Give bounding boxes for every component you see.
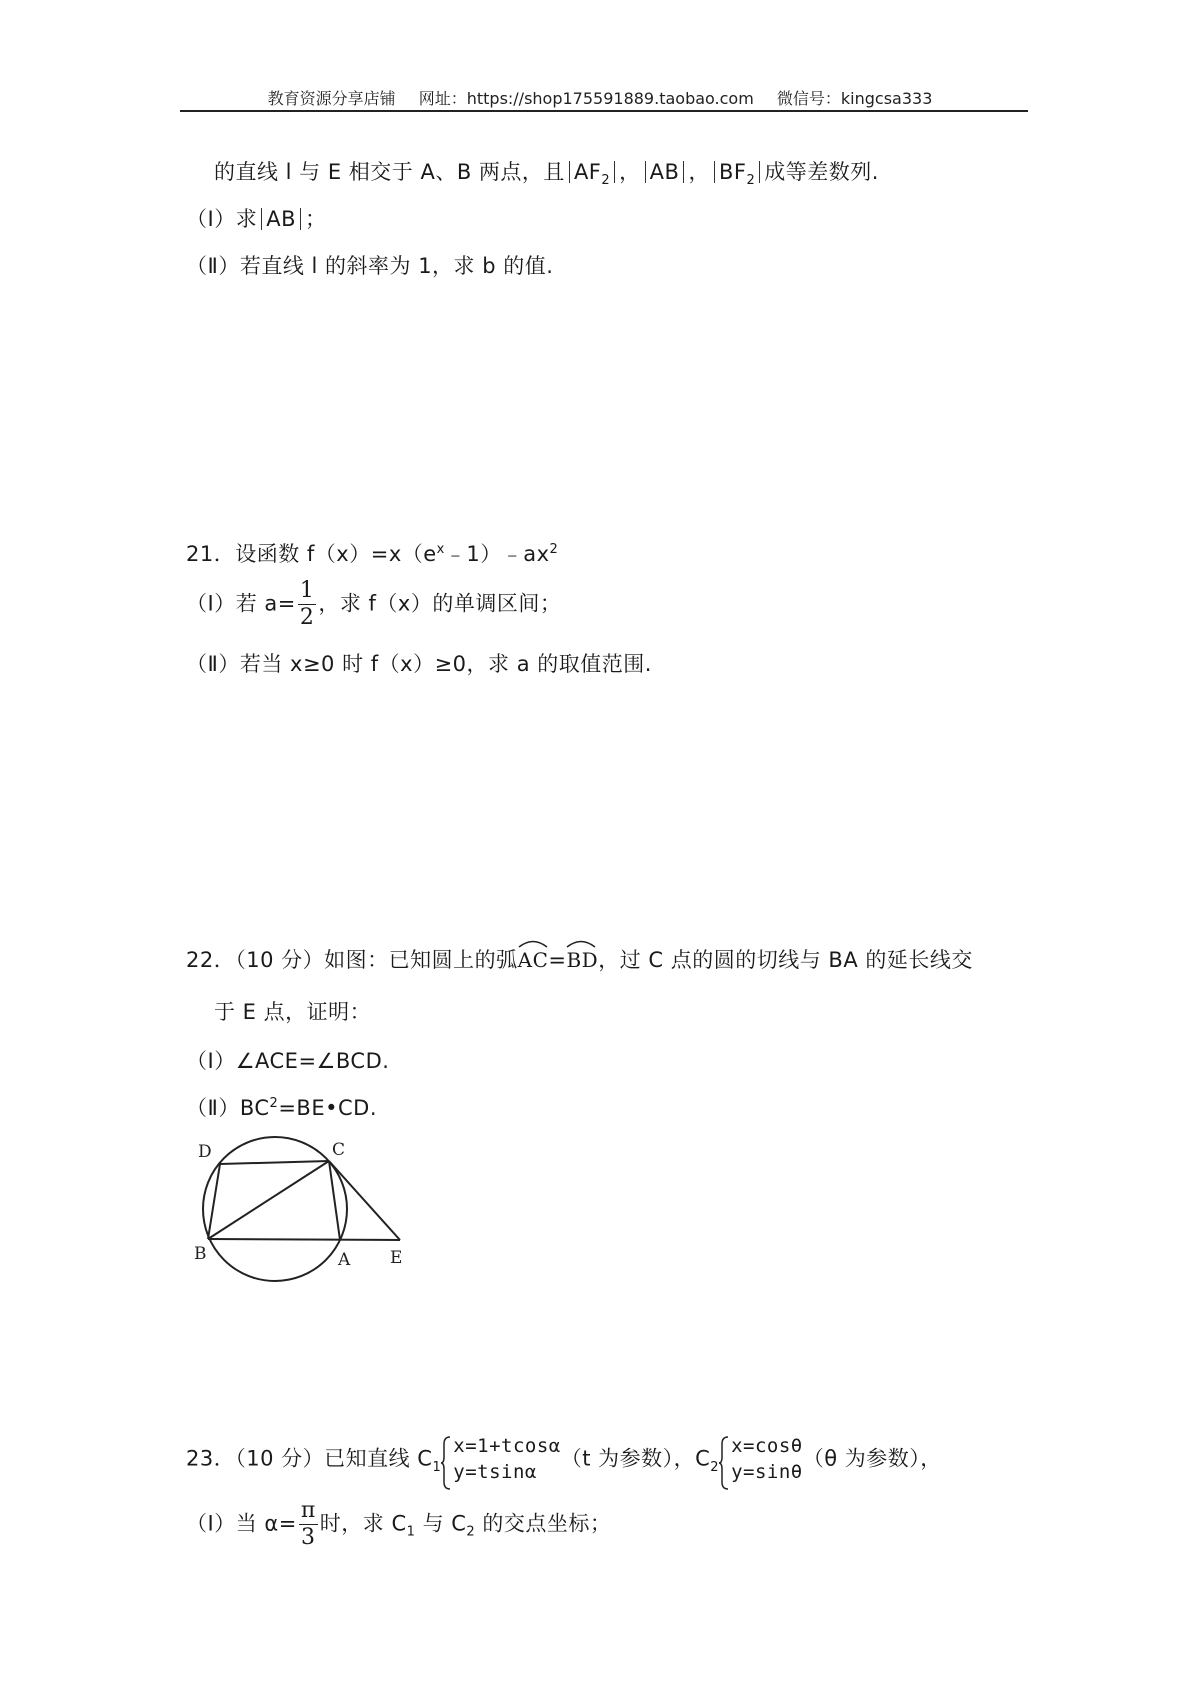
c1-system <box>441 1434 560 1485</box>
q23-p1-d: 的交点坐标； <box>475 1511 612 1536</box>
q23-p1-a: （Ⅰ）当 α= <box>186 1511 297 1536</box>
q21-sup-x: x <box>436 542 445 557</box>
q20-p1-ab: AB <box>266 207 296 231</box>
q23-p1-sub1: 1 <box>406 1524 416 1540</box>
segment-db <box>208 1164 220 1239</box>
q20-p1-label: （Ⅰ）求 <box>186 207 258 231</box>
q20-sep2: ， <box>688 160 710 184</box>
q22-stem-b: ，过 C 点的圆的切线与 BA 的延长线交 <box>598 948 973 972</box>
q23-c1-param: （t 为参数），C <box>560 1446 711 1471</box>
tangent-ce <box>329 1161 400 1240</box>
q22-p2-a: （Ⅱ）BC <box>186 1096 270 1120</box>
q22-stem <box>186 944 973 974</box>
q20-sep1: ， <box>619 160 641 184</box>
label-a: A <box>338 1250 351 1270</box>
segment-be <box>208 1239 400 1240</box>
q23-sub1: 1 <box>432 1459 442 1475</box>
q22-arc1-text: AC <box>517 948 549 972</box>
q23-frac-num: π <box>300 1498 316 1523</box>
c2-system <box>719 1434 803 1485</box>
q20-text-b: 成等差数列. <box>764 160 879 184</box>
q21-part1 <box>186 580 561 629</box>
q23-sub2: 2 <box>710 1459 720 1475</box>
circle-figure <box>190 1130 410 1290</box>
q23-stem <box>186 1434 942 1485</box>
q20-p1-end: ； <box>304 207 327 231</box>
segment-dc <box>220 1161 329 1164</box>
segment-bc <box>208 1161 329 1239</box>
q20-bf2: BF <box>718 160 747 184</box>
shop-url: 网址：https://shop175591889.taobao.com <box>418 89 754 108</box>
c2-line2: y=sinθ <box>731 1460 803 1483</box>
q23-fraction <box>299 1500 318 1549</box>
wechat-id: 微信号：kingcsa333 <box>776 89 933 108</box>
q22-part1: （Ⅰ）∠ACE=∠BCD. <box>186 1049 390 1073</box>
q20-sub2-a: 2 <box>601 173 611 189</box>
q23-p1-c: 与 C <box>415 1511 467 1536</box>
q20-sub2-b: 2 <box>746 173 756 189</box>
q20-ab: AB <box>649 160 680 184</box>
q23-c2-param: （θ 为参数）， <box>802 1446 942 1471</box>
circle <box>203 1137 347 1281</box>
q21-stem-a: 21．设函数 f（x）=x（e <box>186 542 437 566</box>
q21-stem <box>186 538 558 568</box>
q21-stem-b: ﹣1）﹣ax <box>444 542 550 566</box>
label-d: D <box>198 1142 212 1162</box>
q20-text-a: 的直线 l 与 E 相交于 A、B 两点，且 <box>214 160 565 184</box>
label-b: B <box>194 1244 207 1264</box>
header-rule <box>180 110 1028 112</box>
q22-stem-a: 22．（10 分）如图：已知圆上的弧 <box>186 948 518 972</box>
q23-part1 <box>186 1500 611 1549</box>
q21-frac-num: 1 <box>299 578 315 603</box>
q23-stem-a: 23．（10 分）已知直线 C <box>186 1446 433 1471</box>
q20-af2: AF <box>573 160 602 184</box>
c1-line1: x=1+tcosα <box>453 1435 561 1457</box>
q21-sup-2: 2 <box>549 542 559 557</box>
q23-p1-b: 时，求 C <box>319 1511 407 1536</box>
q23-frac-den: 3 <box>301 1525 316 1550</box>
c1-line2: y=tsinα <box>453 1460 537 1483</box>
q21-part2: （Ⅱ）若当 x≥0 时 f（x）≥0，求 a 的取值范围. <box>186 652 652 676</box>
q21-frac-den: 2 <box>299 605 315 630</box>
q22-p2-sup: 2 <box>269 1096 279 1111</box>
shop-name: 教育资源分享店铺 <box>267 89 396 108</box>
q20-continuation <box>214 156 879 188</box>
label-c: C <box>332 1140 346 1160</box>
q20-part2: （Ⅱ）若直线 l 的斜率为 1，求 b 的值. <box>186 254 554 278</box>
q21-fraction <box>298 580 317 629</box>
q22-part2 <box>186 1092 377 1122</box>
page-header <box>0 86 1200 109</box>
q22-p2-b: =BE•CD. <box>278 1096 377 1120</box>
c2-line1: x=cosθ <box>731 1435 803 1457</box>
q22-eq: = <box>548 948 567 972</box>
q20-part1 <box>186 203 326 233</box>
q22-arc2-text: BD <box>566 948 599 972</box>
q21-p1-b: ，求 f（x）的单调区间； <box>318 591 562 616</box>
circle-figure-svg <box>190 1130 410 1290</box>
arc-ac <box>518 944 549 972</box>
q22-stem-cont: 于 E 点，证明： <box>214 1000 372 1024</box>
q23-p1-sub2: 2 <box>466 1524 476 1540</box>
arc-bd <box>566 944 598 972</box>
label-e: E <box>390 1248 403 1268</box>
q21-p1-a: （Ⅰ）若 a= <box>186 591 296 616</box>
